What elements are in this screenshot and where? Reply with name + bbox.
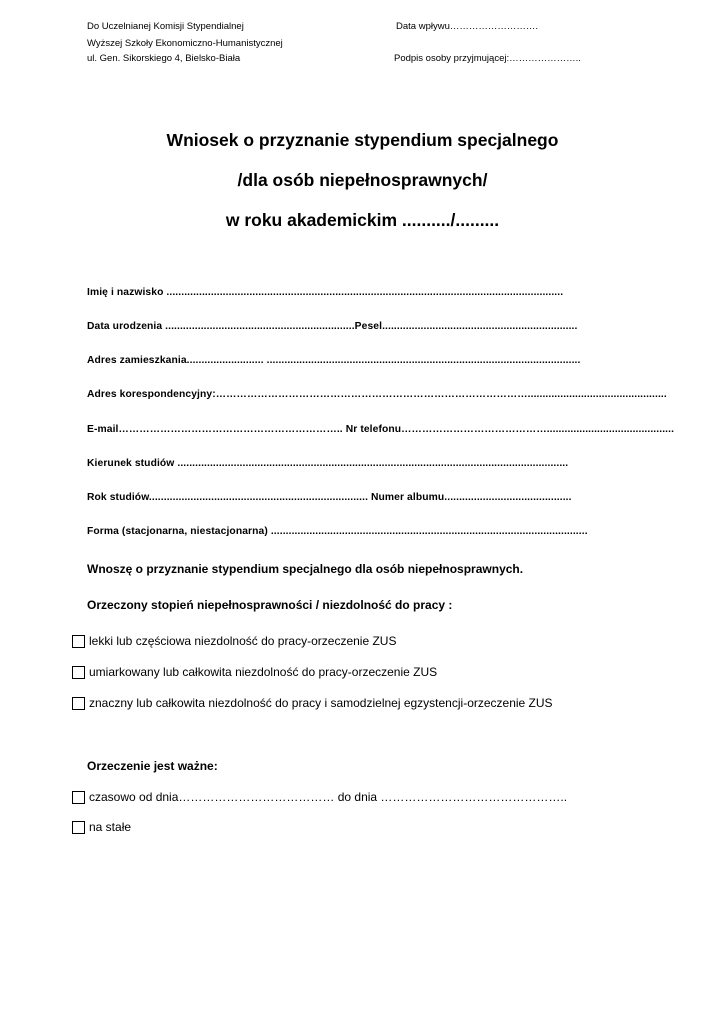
validity-heading: Orzeczenie jest ważne: xyxy=(87,759,218,773)
option-label: na stałe xyxy=(89,820,132,834)
disability-option-moderate[interactable] xyxy=(72,665,437,679)
validity-option-permanent[interactable] xyxy=(72,820,131,834)
request-statement: Wnoszę o przyznanie stypendium specjalnego dla osób niepełnosprawnych. xyxy=(87,562,524,576)
disability-option-light[interactable] xyxy=(72,634,396,648)
field-study-form[interactable]: Forma (stacjonarna, niestacjonarna) ........................................................................................................... xyxy=(87,526,588,537)
receipt-date-field[interactable]: Data wpływu………………………. xyxy=(396,21,538,32)
field-birth-date-pesel[interactable]: Data urodzenia ................................................................Pesel.................................................................. xyxy=(87,321,578,332)
checkbox[interactable] xyxy=(72,666,85,679)
field-correspondence-address[interactable]: Adres korespondencyjny:………………………………………………………………………………............................................... xyxy=(87,389,667,400)
recipient-line-1: Do Uczelnianej Komisji Stypendialnej xyxy=(87,21,244,32)
field-full-name[interactable]: Imię i nazwisko ...................................................................................................................................... xyxy=(87,287,564,298)
document-title-line-3: w roku akademickim ........../......... xyxy=(225,210,500,230)
recipient-line-2: Wyższej Szkoły Ekonomiczno-Humanistycznej xyxy=(87,38,283,49)
receiver-signature-field[interactable]: Podpis osoby przyjmującej:………………….. xyxy=(394,53,581,64)
document-title-line-2: /dla osób niepełnosprawnych/ xyxy=(237,170,488,190)
field-year-album-number[interactable]: Rok studiów.......................................................................... Numer albumu........................................... xyxy=(87,492,572,503)
option-label: czasowo od dnia………………………………… do dnia ……………………………………….. xyxy=(89,790,568,804)
field-home-address[interactable]: Adres zamieszkania.......................... .......................................................................................................... xyxy=(87,355,581,366)
option-label: lekki lub częściowa niezdolność do pracy-orzeczenie ZUS xyxy=(89,634,397,648)
document-title-line-1: Wniosek o przyznanie stypendium specjalnego xyxy=(166,130,559,150)
checkbox[interactable] xyxy=(72,821,85,834)
checkbox[interactable] xyxy=(72,635,85,648)
recipient-line-3: ul. Gen. Sikorskiego 4, Bielsko-Biała xyxy=(87,53,241,64)
disability-option-severe[interactable] xyxy=(72,696,553,710)
checkbox[interactable] xyxy=(72,697,85,710)
option-label: umiarkowany lub całkowita niezdolność do pracy-orzeczenie ZUS xyxy=(89,665,438,679)
checkbox[interactable] xyxy=(72,791,85,804)
validity-option-temporary[interactable] xyxy=(72,790,567,804)
option-label: znaczny lub całkowita niezdolność do pracy i samodzielnej egzystencji-orzeczenie ZUS xyxy=(89,696,553,710)
disability-heading: Orzeczony stopień niepełnosprawności / niezdolność do pracy : xyxy=(87,598,453,612)
field-email-phone[interactable]: E-mail……………………………………………………….. Nr telefonu……………………………………........................................... xyxy=(87,424,675,435)
field-study-program[interactable]: Kierunek studiów .................................................................................................................................... xyxy=(87,458,569,469)
